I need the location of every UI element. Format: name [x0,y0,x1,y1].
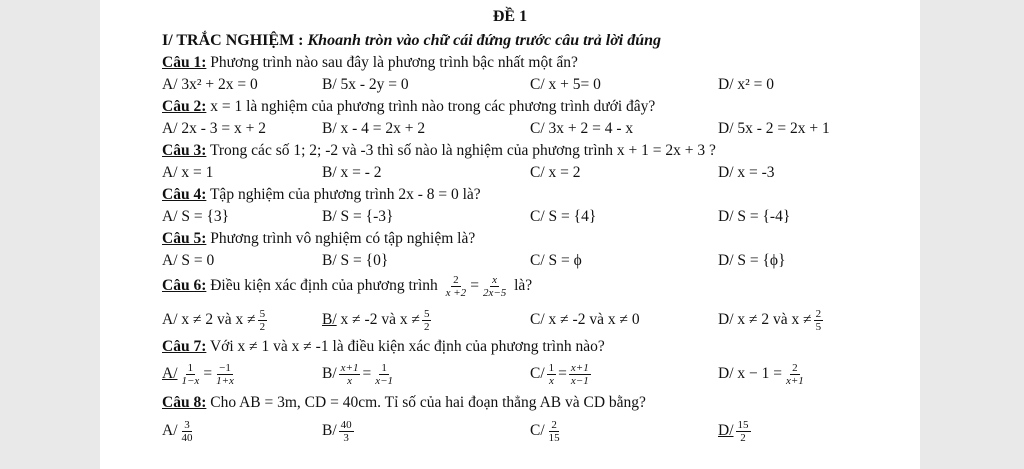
question-text: x = 1 là nghiệm của phương trình nào trong các phương trình dưới đây? [210,98,656,115]
question-label: Câu 2: [162,98,207,115]
denominator: 2 [740,431,746,444]
option-c[interactable]: C/ S = ϕ [530,252,582,269]
numerator: 15 [737,418,749,431]
question-text: Tập nghiệm của phương trình 2x - 8 = 0 là? [209,186,481,203]
option-c[interactable] [530,306,640,334]
option-text: x ≠ 2 và x ≠ [181,311,256,328]
question-label: Câu 6: [162,277,207,294]
option-text: x ≠ -2 và x ≠ 0 [548,311,640,328]
denominator: x−1 [570,374,589,387]
option-d[interactable]: D/ 5x - 2 = 2x + 1 [718,120,830,137]
option-a[interactable]: A/ S = {3} [162,208,230,225]
fraction [481,274,508,299]
option-c[interactable]: C/ x = 2 [530,164,581,181]
section-instruction: Khoanh tròn vào chữ cái đứng trước câu trả lời đúng [307,32,662,49]
numerator: 2 [453,273,459,286]
option-b[interactable] [322,416,356,446]
denominator: x [347,374,352,387]
denominator: x−1 [375,374,394,387]
option-c[interactable]: C/ $\frac{1}{x}$ = $\frac{x+1}{x-1}$ [530,361,589,387]
fraction [339,362,361,387]
fraction [814,308,824,333]
option-a[interactable]: A/ 2x - 3 = x + 2 [162,120,267,137]
question-6-options [162,306,882,334]
option-letter: B/ [322,365,337,382]
question-label: Câu 8: [162,394,207,411]
question-label: Câu 7: [162,338,207,355]
option-letter: C/ [530,311,545,328]
option-d[interactable]: D/ S = {ϕ} [718,252,786,269]
question-8-options [162,416,882,446]
question-2 [162,98,655,116]
question-2-options [162,120,882,142]
denominator: x +2 [445,286,467,299]
fraction [373,362,395,387]
option-letter: C/ [530,422,545,439]
option-b[interactable]: B/ x - 4 = 2x + 2 [322,120,426,137]
question-label: Câu 5: [162,230,207,247]
fraction [736,419,751,444]
denominator: 1+x [216,374,234,387]
option-letter: D/ [718,365,734,382]
question-label: Câu 3: [162,142,207,159]
option-d[interactable] [718,306,825,334]
option-text: x − 1 = [737,365,782,382]
numerator: x+1 [570,361,589,374]
numerator: x+1 [340,361,359,374]
question-5-options [162,252,882,274]
question-8 [162,394,646,412]
fraction [180,419,195,444]
option-d[interactable]: D/ x = -3 [718,164,775,181]
question-label: Câu 4: [162,186,207,203]
question-4 [162,186,481,204]
numerator: 1 [381,361,387,374]
question-1-options [162,76,882,98]
denominator: 3 [343,431,349,444]
denominator: 2 [423,320,430,333]
exam-page [100,0,920,469]
numerator: 2 [815,307,822,320]
option-letter: B/ [322,311,337,328]
question-text: Với x ≠ 1 và x ≠ -1 là điều kiện xác định của phương trình nào? [209,338,605,355]
fraction [547,419,562,444]
fraction [422,308,432,333]
numerator: 5 [259,307,266,320]
option-a[interactable]: A/ S = 0 [162,252,215,269]
fraction [214,362,236,387]
section-heading [162,32,661,50]
exam-title: ĐỀ 1 [492,8,528,25]
fraction [258,308,268,333]
option-b[interactable]: B/ x = - 2 [322,164,382,181]
option-a[interactable]: A/ 3x² + 2x = 0 [162,76,258,93]
question-text: Cho AB = 3m, CD = 40cm. Tỉ số của hai đoạn thẳng AB và CD bằng? [210,394,646,411]
fraction [547,362,557,387]
question-3-options [162,164,882,186]
denominator: 2 [259,320,266,333]
option-c[interactable]: C/ 3x + 2 = 4 - x [530,120,634,137]
numerator: 1 [187,361,194,374]
fraction [339,419,354,444]
fraction [784,362,806,387]
option-d[interactable] [718,360,808,388]
denominator: 2x−5 [482,286,507,299]
numerator: 40 [340,418,352,431]
fraction [444,274,469,299]
option-letter: A/ [162,311,178,328]
question-label: Câu 1: [162,54,207,71]
numerator: 2 [551,418,557,431]
option-a[interactable] [162,416,197,446]
option-b[interactable]: B/ $\frac{x+1}{x}$ = $\frac{1}{x-1}$ [322,361,394,387]
option-letter: D/ [718,311,734,328]
denominator: x [548,374,554,387]
option-b[interactable]: B/ 5x - 2y = 0 [322,76,409,93]
option-d[interactable] [718,416,753,446]
denominator: 1−x [181,374,200,387]
option-d[interactable]: D/ x² = 0 [718,76,775,93]
question-text: Phương trình vô nghiệm có tập nghiệm là? [210,230,476,247]
numerator: x [492,273,498,286]
option-text: x ≠ 2 và x ≠ [737,311,812,328]
denominator: 5 [815,320,822,333]
option-b[interactable]: B/ S = {0} [322,252,389,269]
option-letter: A/ [162,422,178,439]
question-6: Câu 6: Điều kiện xác định của phương trình $\frac{2}{x +2}$ = $\frac{x}{2x-5}$ là? [162,273,533,299]
question-suffix: là? [514,277,533,294]
option-letter: D/ [718,422,734,439]
question-text: Điều kiện xác định của phương trình [210,277,438,294]
option-letter: C/ [530,365,545,382]
question-text: Phương trình nào sau đây là phương trình bậc nhất một ẩn? [210,54,578,71]
question-7 [162,338,605,356]
denominator: 40 [181,431,193,444]
option-c[interactable]: C/ S = {4} [530,208,597,225]
option-letter: A/ [162,365,178,382]
option-b[interactable]: B/ S = {-3} [322,208,394,225]
section-label: I/ TRẮC NGHIỆM : [162,32,304,49]
question-text: Trong các số 1; 2; -2 và -3 thì số nào là nghiệm của phương trình x + 1 = 2x + 3 ? [209,142,716,159]
option-a[interactable]: A/ x = 1 [162,164,214,181]
option-b[interactable] [322,306,433,334]
question-4-options [162,208,882,230]
question-7-options [162,360,882,388]
option-a[interactable] [162,306,269,334]
option-text: x ≠ -2 và x ≠ [340,311,420,328]
option-c[interactable]: C/ x + 5= 0 [530,76,601,93]
fraction [180,362,202,387]
option-d[interactable]: D/ S = {-4} [718,208,791,225]
option-letter: B/ [322,422,337,439]
option-a[interactable]: A/ $\frac{1}{1-x}$ = $\frac{-1}{1+x}$ [162,361,234,387]
denominator: x+1 [785,374,804,387]
numerator: 2 [792,361,798,374]
question-1 [162,54,578,72]
question-3 [162,142,716,160]
option-c[interactable] [530,416,564,446]
numerator: 1 [548,361,555,374]
question-5 [162,230,475,248]
fraction [569,362,591,387]
numerator: −1 [219,361,231,374]
numerator: 3 [184,418,190,431]
denominator: 15 [548,431,560,444]
numerator: 5 [423,307,430,320]
